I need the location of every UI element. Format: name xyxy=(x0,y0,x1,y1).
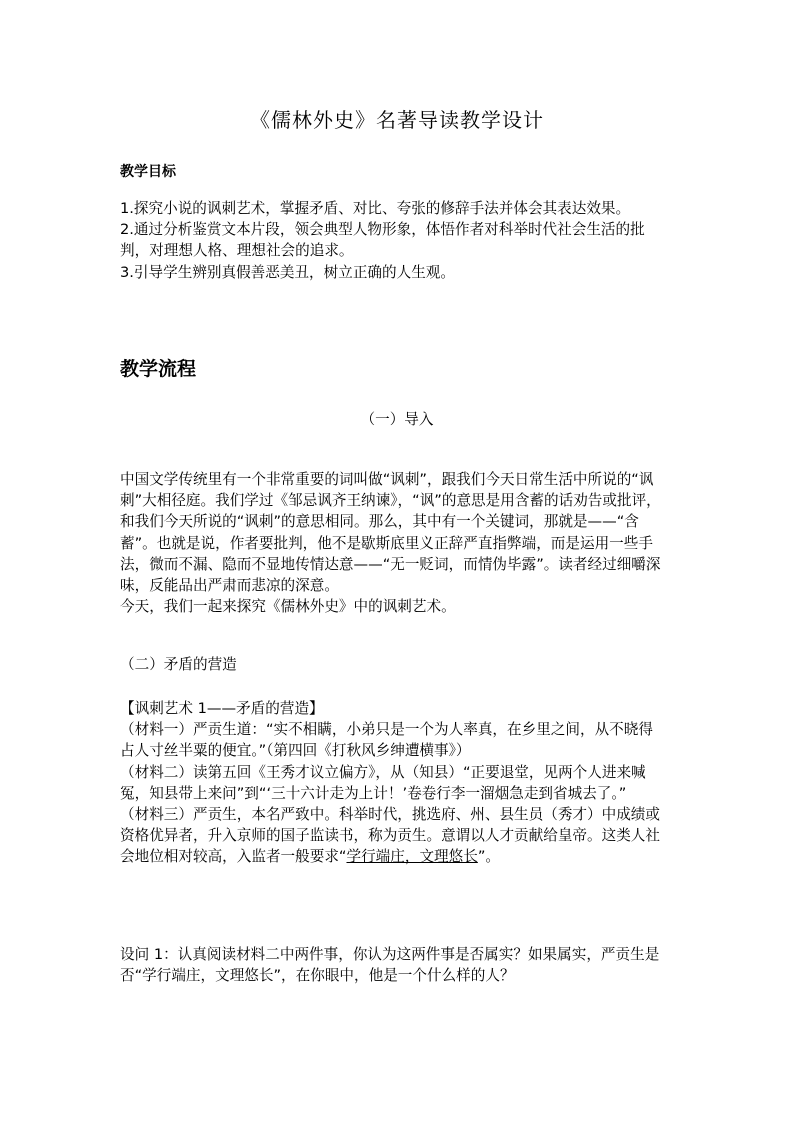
goal-item-2: 2.通过分析鉴赏文本片段，领会典型人物形象，体悟作者对科举时代社会生活的批判，对理想人格、理想社会的追求。 xyxy=(120,221,645,260)
material-2: （材料二）读第五回《王秀才议立偏方》，从（知县）“正要退堂，见两个人进来喊冤，知县带上来问”到“‘三十六计走为上计！’卷卷行李一溜烟急走到省城去了。” xyxy=(120,763,646,802)
section-heading-contradiction: （二）矛盾的营造 xyxy=(120,656,237,673)
material-3 xyxy=(120,804,665,868)
goal-item-3: 3.引导学生辨别真假善恶美丑，树立正确的人生观。 xyxy=(120,263,455,281)
art-label: 【讽刺艺术 1——矛盾的营造】 xyxy=(120,700,324,717)
intro-closing: 今天，我们一起来探究《儒林外史》中的讽刺艺术。 xyxy=(120,598,456,616)
question-1: 设问 1：认真阅读材料二中两件事，你认为这两件事是否属实？如果属实，严贡生是否“学行端庄，文理悠长”，在你眼中，他是一个什么样的人？ xyxy=(120,946,660,985)
intro-paragraph: 中国文学传统里有一个非常重要的词叫做“讽刺”，跟我们今天日常生活中所说的“讽刺”大相径庭。我们学过《邹忌讽齐王纳谏》，“讽”的意思是用含蓄的话劝告或批评，和我们今天所说的“讽刺”的意思相同。那么，其中有一个关键词，那就是——“含蓄”。也就是说，作者要批判，他不是歇斯底里义正辞严直指弊端，而是运用一些手法，微而不漏、隐而不显地传情达意——“无一贬词，而情伪毕露”。读者经过细嚼深味，反能品出严肃而悲凉的深意。 xyxy=(120,471,661,595)
material-3-underlined-quote: 学行端庄，文理悠长 xyxy=(346,848,478,866)
intro-section xyxy=(120,469,665,617)
section-heading-intro: （一）导入 xyxy=(360,411,434,428)
material-3-quote-close: ”。 xyxy=(477,848,500,866)
material-3-text: （材料三）严贡生，本名严致中。科举时代，挑选府、州、县生员（秀才）中成绩或资格优异者，升入京师的国子监读书，称为贡生。意谓以人才贡献给皇帝。这类人社会地位相对较高，入监者一般要求 xyxy=(120,806,660,866)
goal-item-1: 1.探究小说的讽刺艺术，掌握矛盾、对比、夸张的修辞手法并体会其表达效果。 xyxy=(120,200,631,217)
goals-heading: 教学目标 xyxy=(120,164,176,180)
goals-list xyxy=(120,198,665,283)
materials-section xyxy=(120,698,665,868)
material-3-quote-open: “ xyxy=(338,848,347,866)
process-heading: 教学流程 xyxy=(120,358,197,380)
document-title: 《儒林外史》名著导读教学设计 xyxy=(250,108,544,132)
material-1: （材料一）严贡生道：“实不相瞒，小弟只是一个为人率真，在乡里之间，从不晓得占人寸丝半粟的便宜。”（第四回《打秋风乡绅遭横事》） xyxy=(120,721,653,760)
